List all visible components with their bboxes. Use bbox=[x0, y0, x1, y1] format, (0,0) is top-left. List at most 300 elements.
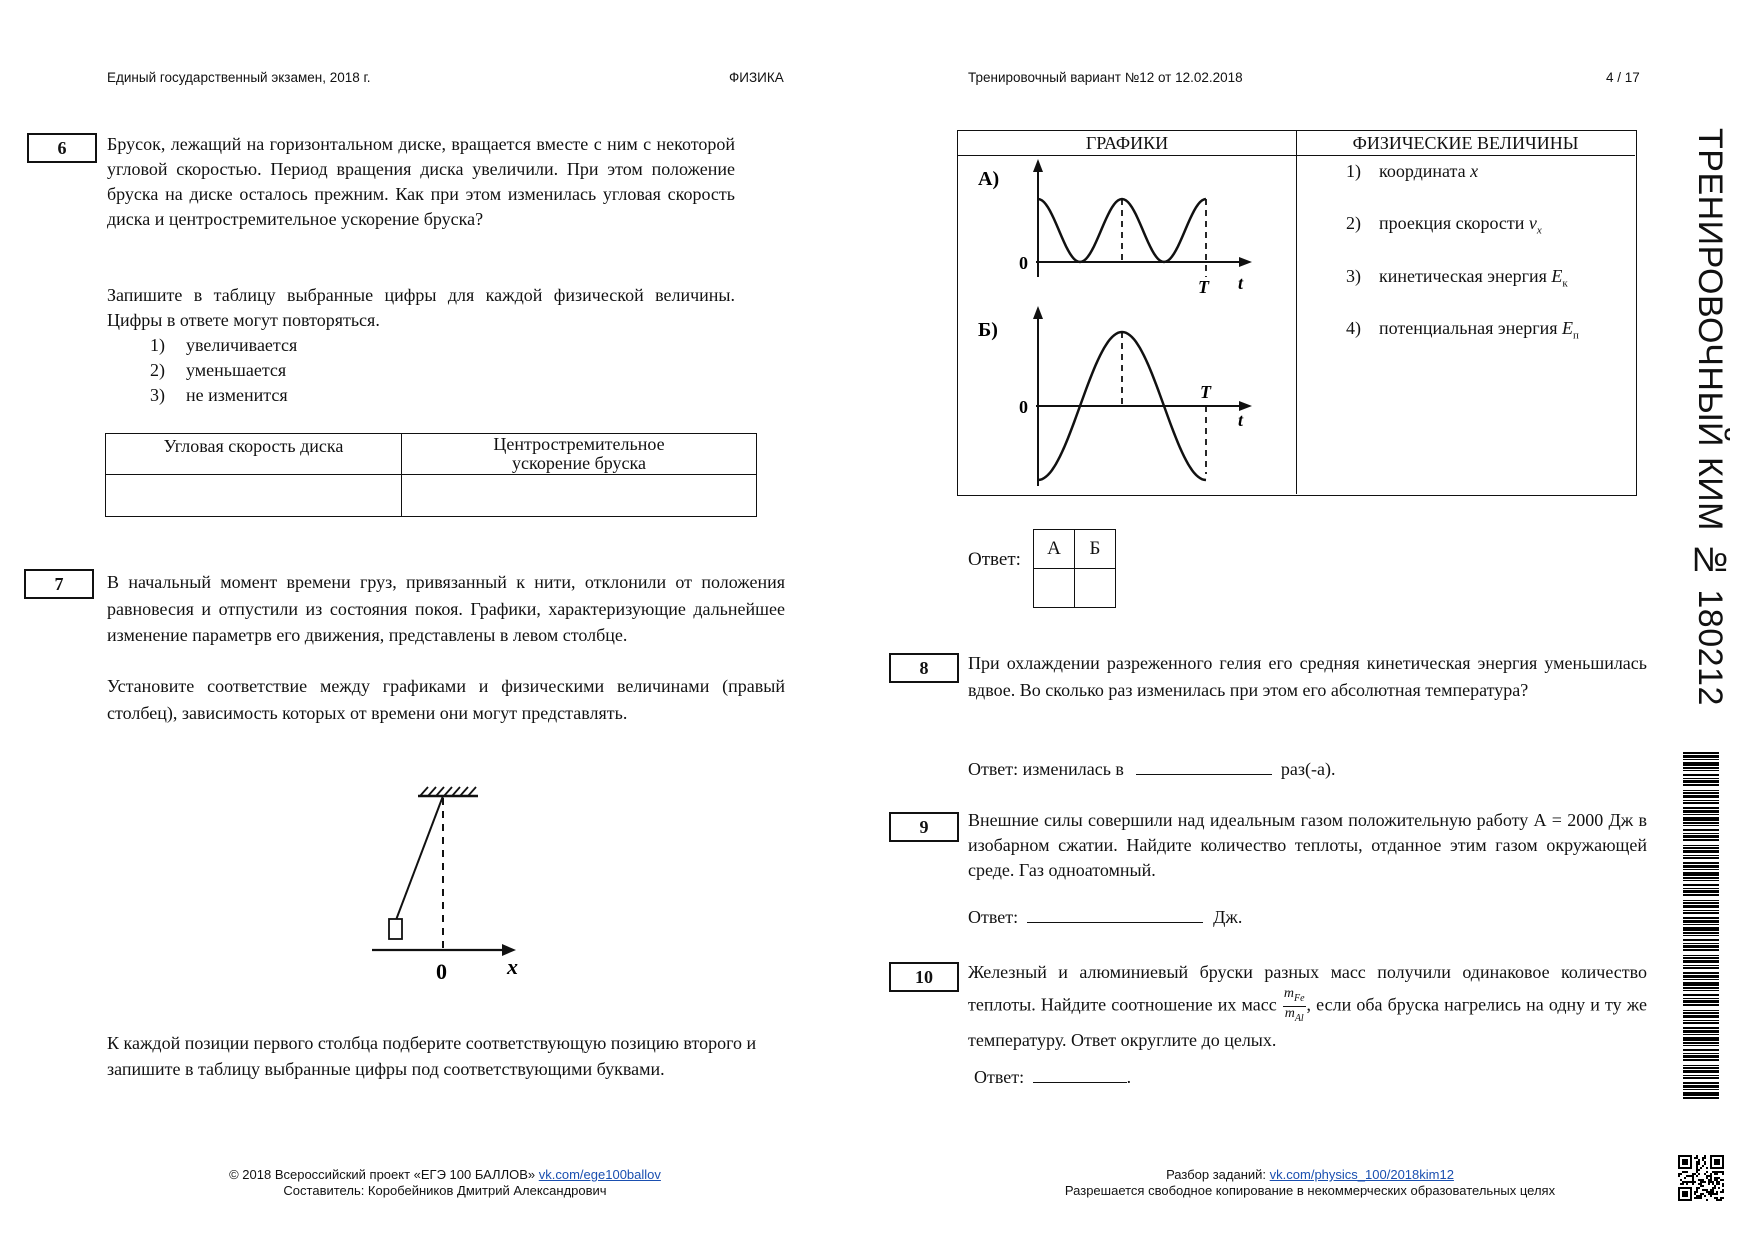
qr-module bbox=[1696, 1191, 1698, 1193]
qr-module bbox=[1706, 1171, 1708, 1173]
qr-module bbox=[1720, 1179, 1722, 1181]
q6-col1-header: Угловая скорость диска bbox=[106, 434, 402, 475]
qr-module bbox=[1696, 1187, 1698, 1189]
qr-module bbox=[1710, 1179, 1712, 1181]
quantity-3-num: 3) bbox=[1346, 266, 1361, 286]
barcode-bar bbox=[1683, 910, 1719, 911]
barcode-bar bbox=[1683, 865, 1719, 868]
qr-module bbox=[1684, 1171, 1686, 1173]
qr-module bbox=[1686, 1181, 1688, 1183]
quantity-2-subscript: x bbox=[1536, 224, 1542, 237]
barcode-bar bbox=[1683, 778, 1719, 779]
qr-module bbox=[1696, 1155, 1698, 1157]
q7-bottom-instruction: К каждой позиции первого столбца подберите соответствующую позицию второго и запишите в таблицу выбранные цифры под соответствующими буквами. bbox=[107, 1033, 757, 1079]
barcode-bar bbox=[1683, 949, 1719, 951]
qr-module bbox=[1706, 1177, 1708, 1179]
quantity-3 bbox=[1346, 266, 1568, 290]
qr-module bbox=[1722, 1171, 1724, 1173]
qr-module bbox=[1718, 1177, 1720, 1179]
qr-module bbox=[1704, 1181, 1706, 1183]
barcode-bar bbox=[1683, 755, 1719, 758]
footer-license: Разрешается свободное копирование в некоммерческих образовательных целях bbox=[1064, 1183, 1556, 1198]
q10-answer bbox=[974, 1065, 1131, 1090]
barcode bbox=[1683, 752, 1719, 1100]
qr-module bbox=[1698, 1173, 1700, 1175]
side-title: ТРЕНИРОВОЧНЫЙ КИМ № 180212 bbox=[1691, 128, 1729, 706]
qr-module bbox=[1678, 1175, 1680, 1177]
barcode-bar bbox=[1683, 780, 1719, 783]
qr-module bbox=[1708, 1193, 1710, 1195]
qr-module bbox=[1722, 1197, 1724, 1199]
q8-number: 8 bbox=[889, 653, 959, 683]
barcode-bar bbox=[1683, 982, 1719, 986]
qr-module bbox=[1680, 1179, 1682, 1181]
q6-answer-cell-2[interactable] bbox=[402, 475, 757, 517]
barcode-bar bbox=[1683, 990, 1719, 991]
barcode-bar bbox=[1683, 790, 1719, 791]
qr-module bbox=[1680, 1173, 1682, 1175]
graph-a-T: T bbox=[1198, 277, 1209, 297]
pendulum-x-label: x bbox=[507, 954, 518, 979]
q6-option-1-num: 1) bbox=[150, 335, 165, 355]
header-page-number: 4 / 17 bbox=[1606, 70, 1640, 85]
qr-module bbox=[1710, 1173, 1712, 1175]
barcode-bar bbox=[1683, 943, 1719, 944]
q6-text: Брусок, лежащий на горизонтальном диске, вращается вместе с ним с некоторой угловой скоростью. Период вращения диска увеличили. При этом положение бруска на диске осталось прежним. Как при этом изменилась угловая скорость диска и центростремительное ускорение бруска? bbox=[107, 134, 735, 229]
barcode-bar bbox=[1683, 987, 1719, 989]
qr-module bbox=[1698, 1197, 1700, 1199]
barcode-bar bbox=[1683, 857, 1719, 859]
qr-module bbox=[1696, 1189, 1698, 1191]
q9-answer bbox=[968, 905, 1242, 930]
q7-number: 7 bbox=[24, 569, 94, 599]
graph-b-T: T bbox=[1200, 382, 1211, 402]
graph-a bbox=[958, 159, 1294, 299]
qr-module bbox=[1690, 1175, 1692, 1177]
header-variant: Тренировочный вариант №12 от 12.02.2018 bbox=[968, 70, 1243, 85]
qr-module bbox=[1682, 1171, 1684, 1173]
barcode-bar bbox=[1683, 994, 1719, 996]
qr-module bbox=[1694, 1191, 1696, 1193]
barcode-bar bbox=[1683, 902, 1719, 904]
barcode-bar bbox=[1683, 1004, 1719, 1006]
qr-module bbox=[1714, 1197, 1716, 1199]
barcode-bar bbox=[1683, 1037, 1719, 1041]
barcode-bar bbox=[1683, 1065, 1719, 1066]
graph-a-t: t bbox=[1238, 273, 1244, 293]
barcode-bar bbox=[1683, 888, 1719, 889]
barcode-bar bbox=[1683, 1012, 1719, 1014]
q7-match-table bbox=[957, 130, 1637, 496]
qr-module bbox=[1688, 1181, 1690, 1183]
qr-module bbox=[1712, 1183, 1714, 1185]
barcode-bar bbox=[1683, 845, 1719, 846]
qr-module bbox=[1710, 1189, 1712, 1191]
qr-module bbox=[1696, 1169, 1698, 1171]
barcode-bar bbox=[1683, 917, 1719, 919]
qr-module bbox=[1706, 1167, 1708, 1169]
qr-module bbox=[1692, 1177, 1694, 1179]
barcode-bar bbox=[1683, 924, 1719, 925]
quantity-2-symbol: v bbox=[1528, 213, 1537, 233]
q10-text bbox=[968, 958, 1647, 1055]
barcode-bar bbox=[1683, 1027, 1719, 1029]
barcode-bar bbox=[1683, 1049, 1719, 1051]
barcode-bar bbox=[1683, 972, 1719, 974]
barcode-bar bbox=[1683, 1022, 1719, 1024]
q10-frac-num-sub: Fe bbox=[1294, 992, 1305, 1004]
qr-module bbox=[1718, 1171, 1720, 1173]
barcode-bar bbox=[1683, 869, 1719, 870]
qr-module bbox=[1718, 1199, 1720, 1201]
barcode-bar bbox=[1683, 835, 1719, 838]
footer-right bbox=[1000, 1167, 1620, 1199]
qr-module bbox=[1692, 1175, 1694, 1177]
header-exam-title: Единый государственный экзамен, 2018 г. bbox=[107, 70, 371, 85]
qr-module bbox=[1720, 1199, 1722, 1201]
quantity-4 bbox=[1346, 318, 1579, 342]
qr-module bbox=[1702, 1189, 1704, 1191]
barcode-bar bbox=[1683, 1092, 1719, 1096]
q6-col2-header-line2: ускорение бруска bbox=[512, 453, 646, 473]
barcode-bar bbox=[1683, 900, 1719, 901]
barcode-bar bbox=[1683, 1067, 1719, 1069]
qr-module bbox=[1690, 1181, 1692, 1183]
q7-answer-table bbox=[1033, 529, 1116, 608]
qr-module bbox=[1714, 1187, 1716, 1189]
q8-text: При охлаждении разреженного гелия его средняя кинетическая энергия уменьшилась вдвое. Во сколько раз изменилась при этом его абсолютная температура? bbox=[968, 653, 1647, 700]
qr-module bbox=[1702, 1181, 1704, 1183]
barcode-bar bbox=[1683, 814, 1719, 815]
q6-answer-table bbox=[105, 433, 757, 517]
barcode-bar bbox=[1683, 932, 1719, 934]
barcode-bar bbox=[1683, 1085, 1719, 1088]
footer-copyright bbox=[150, 1167, 740, 1183]
qr-module bbox=[1696, 1157, 1698, 1159]
qr-module bbox=[1696, 1171, 1698, 1173]
qr-module bbox=[1716, 1193, 1718, 1195]
barcode-bar bbox=[1683, 945, 1719, 948]
qr-module bbox=[1712, 1191, 1714, 1193]
qr-module bbox=[1712, 1193, 1714, 1195]
q10-frac-den: m bbox=[1284, 1005, 1295, 1021]
quantity-1-num: 1) bbox=[1346, 161, 1361, 181]
barcode-bar bbox=[1683, 810, 1719, 813]
barcode-bar bbox=[1683, 957, 1719, 959]
q7-text-1: В начальный момент времени груз, привязанный к нити, отклонили от положения равновесия и отпустили из состояния покоя. Графики, характеризующие дальнейшее изменение параметрв его движения, представлены в левом столбце. bbox=[107, 572, 785, 645]
q8-answer-suffix: раз(-а). bbox=[1280, 759, 1336, 779]
q10-answer-blank[interactable] bbox=[1033, 1067, 1127, 1083]
barcode-bar bbox=[1683, 877, 1719, 879]
barcode-bar bbox=[1683, 939, 1719, 941]
barcode-bar bbox=[1683, 975, 1719, 978]
qr-module bbox=[1702, 1185, 1704, 1187]
qr-module bbox=[1712, 1189, 1714, 1191]
q6-col2-header bbox=[402, 434, 757, 475]
qr-module bbox=[1686, 1183, 1688, 1185]
quantity-3-subscript: к bbox=[1562, 277, 1568, 290]
qr-module bbox=[1680, 1183, 1682, 1185]
qr-module bbox=[1696, 1175, 1698, 1177]
graph-a-label: А) bbox=[978, 168, 1000, 190]
footer-analysis-link[interactable]: vk.com/physics_100/2018kim12 bbox=[1269, 1167, 1454, 1182]
barcode-bar bbox=[1683, 894, 1719, 896]
qr-module bbox=[1702, 1165, 1704, 1167]
barcode-bar bbox=[1683, 862, 1719, 864]
qr-module bbox=[1686, 1171, 1688, 1173]
barcode-bar bbox=[1683, 1070, 1719, 1073]
q8-answer-blank[interactable] bbox=[1136, 759, 1272, 775]
q7-answer-cell-a[interactable] bbox=[1034, 569, 1075, 608]
qr-module bbox=[1704, 1161, 1706, 1163]
qr-module bbox=[1716, 1199, 1718, 1201]
qr-code bbox=[1678, 1155, 1724, 1201]
qr-module bbox=[1714, 1179, 1716, 1181]
qr-module bbox=[1716, 1191, 1718, 1193]
quantity-3-text: кинетическая энергия bbox=[1379, 266, 1547, 286]
qr-module bbox=[1698, 1163, 1700, 1165]
q6-instruction: Запишите в таблицу выбранные цифры для каждой физической величины. Цифры в ответе могут повторяться. bbox=[107, 285, 735, 330]
quantity-4-subscript: п bbox=[1573, 329, 1579, 342]
qr-module bbox=[1718, 1183, 1720, 1185]
q7-col-quantities: ФИЗИЧЕСКИЕ ВЕЛИЧИНЫ bbox=[1352, 133, 1579, 153]
q7-answer-cell-b[interactable] bbox=[1075, 569, 1116, 608]
qr-module bbox=[1720, 1197, 1722, 1199]
qr-module bbox=[1694, 1193, 1696, 1195]
qr-module bbox=[1682, 1159, 1688, 1165]
q7-answer-col-a: А bbox=[1034, 530, 1075, 569]
qr-module bbox=[1708, 1181, 1710, 1183]
q6-number: 6 bbox=[27, 133, 97, 163]
footer-copyright-text: © 2018 Всероссийский проект «ЕГЭ 100 БАЛЛОВ» bbox=[229, 1167, 536, 1182]
barcode-bar bbox=[1683, 833, 1719, 834]
qr-module bbox=[1704, 1195, 1706, 1197]
qr-module bbox=[1696, 1163, 1698, 1165]
footer-project-link[interactable]: vk.com/ege100ballov bbox=[538, 1167, 661, 1182]
qr-module bbox=[1704, 1163, 1706, 1165]
qr-module bbox=[1678, 1173, 1680, 1175]
qr-module bbox=[1708, 1179, 1710, 1181]
q7-text-2: Установите соответствие между графиками и физическими величинами (правый столбец), зависимость которых от времени они могут представлять. bbox=[107, 676, 785, 723]
q9-answer-blank[interactable] bbox=[1027, 907, 1203, 923]
qr-module bbox=[1702, 1157, 1704, 1159]
barcode-bar bbox=[1683, 795, 1719, 798]
q9-answer-suffix: Дж. bbox=[1213, 907, 1243, 927]
q8-answer bbox=[968, 757, 1336, 782]
qr-module bbox=[1692, 1181, 1694, 1183]
barcode-bar bbox=[1683, 774, 1719, 776]
barcode-bar bbox=[1683, 998, 1719, 999]
barcode-bar bbox=[1683, 960, 1719, 963]
qr-module bbox=[1714, 1193, 1716, 1195]
barcode-bar bbox=[1683, 967, 1719, 969]
q6-option-2-num: 2) bbox=[150, 360, 165, 380]
barcode-bar bbox=[1683, 847, 1719, 849]
q8-answer-prefix: Ответ: изменилась в bbox=[968, 759, 1124, 779]
qr-module bbox=[1716, 1197, 1718, 1199]
q6-option-3: не изменится bbox=[186, 385, 288, 405]
qr-module bbox=[1714, 1171, 1716, 1173]
qr-module bbox=[1698, 1179, 1700, 1181]
qr-module bbox=[1722, 1191, 1724, 1193]
qr-module bbox=[1716, 1179, 1718, 1181]
qr-module bbox=[1692, 1173, 1694, 1175]
q6-answer-cell-1[interactable] bbox=[106, 475, 402, 517]
q6-option-2: уменьшается bbox=[186, 360, 287, 380]
qr-module bbox=[1720, 1171, 1722, 1173]
quantity-3-symbol: E bbox=[1551, 266, 1563, 286]
qr-module bbox=[1710, 1195, 1712, 1197]
barcode-bar bbox=[1683, 825, 1719, 826]
qr-module bbox=[1708, 1183, 1710, 1185]
barcode-bar bbox=[1683, 822, 1719, 824]
barcode-bar bbox=[1683, 935, 1719, 936]
quantity-2 bbox=[1346, 213, 1542, 237]
qr-module bbox=[1710, 1177, 1712, 1179]
barcode-bar bbox=[1683, 1053, 1719, 1054]
qr-module bbox=[1716, 1181, 1718, 1183]
q6-option-3-num: 3) bbox=[150, 385, 165, 405]
qr-module bbox=[1686, 1175, 1688, 1177]
barcode-bar bbox=[1683, 905, 1719, 908]
barcode-bar bbox=[1683, 955, 1719, 956]
barcode-bar bbox=[1683, 1042, 1719, 1044]
pendulum-figure bbox=[360, 780, 540, 990]
graph-b bbox=[958, 306, 1294, 494]
qr-module bbox=[1696, 1197, 1698, 1199]
qr-module bbox=[1684, 1181, 1686, 1183]
qr-module bbox=[1696, 1167, 1698, 1169]
barcode-bar bbox=[1683, 880, 1719, 881]
footer-analysis bbox=[1000, 1167, 1620, 1183]
graph-b-t: t bbox=[1238, 410, 1244, 430]
barcode-bar bbox=[1683, 1000, 1719, 1003]
graph-b-zero: 0 bbox=[1019, 397, 1028, 417]
qr-module bbox=[1710, 1193, 1712, 1195]
qr-module bbox=[1702, 1159, 1704, 1161]
qr-module bbox=[1722, 1183, 1724, 1185]
quantity-4-symbol: E bbox=[1562, 318, 1574, 338]
qr-module bbox=[1722, 1179, 1724, 1181]
barcode-bar bbox=[1683, 784, 1719, 786]
qr-module bbox=[1712, 1187, 1714, 1189]
qr-module bbox=[1688, 1175, 1690, 1177]
qr-module bbox=[1706, 1191, 1708, 1193]
qr-module bbox=[1700, 1179, 1702, 1181]
barcode-bar bbox=[1683, 762, 1719, 766]
qr-module bbox=[1716, 1183, 1718, 1185]
qr-module bbox=[1684, 1177, 1686, 1179]
qr-module bbox=[1702, 1193, 1704, 1195]
q10-frac-den-sub: Al bbox=[1294, 1012, 1304, 1024]
barcode-bar bbox=[1683, 1010, 1719, 1011]
barcode-bar bbox=[1683, 965, 1719, 966]
q7-answer-label: Ответ: bbox=[968, 549, 1021, 570]
qr-module bbox=[1698, 1195, 1700, 1197]
q10-number: 10 bbox=[889, 962, 959, 992]
qr-module bbox=[1722, 1173, 1724, 1175]
barcode-bar bbox=[1683, 1059, 1719, 1061]
qr-module bbox=[1714, 1159, 1720, 1165]
qr-module bbox=[1694, 1181, 1696, 1183]
qr-module bbox=[1706, 1189, 1708, 1191]
qr-module bbox=[1708, 1175, 1710, 1177]
qr-module bbox=[1696, 1165, 1698, 1167]
qr-module bbox=[1718, 1181, 1720, 1183]
barcode-bar bbox=[1683, 884, 1719, 886]
qr-module bbox=[1714, 1185, 1716, 1187]
barcode-bar bbox=[1683, 1045, 1719, 1046]
qr-module bbox=[1682, 1181, 1684, 1183]
q10-mass-ratio bbox=[1283, 987, 1306, 1026]
header-subject: ФИЗИКА bbox=[729, 70, 784, 85]
barcode-bar bbox=[1683, 759, 1719, 760]
qr-module bbox=[1700, 1185, 1702, 1187]
barcode-bar bbox=[1683, 770, 1719, 771]
qr-module bbox=[1716, 1173, 1718, 1175]
qr-module bbox=[1710, 1175, 1712, 1177]
qr-module bbox=[1704, 1155, 1706, 1157]
barcode-bar bbox=[1683, 1089, 1719, 1090]
footer-author: Составитель: Коробейников Дмитрий Александрович bbox=[283, 1183, 607, 1198]
barcode-bar bbox=[1683, 979, 1719, 980]
qr-module bbox=[1694, 1197, 1696, 1199]
qr-module bbox=[1704, 1157, 1706, 1159]
barcode-bar bbox=[1683, 1075, 1719, 1076]
q9-answer-prefix: Ответ: bbox=[968, 907, 1019, 927]
graph-a-zero: 0 bbox=[1019, 253, 1028, 273]
qr-module bbox=[1694, 1157, 1696, 1159]
qr-module bbox=[1714, 1173, 1716, 1175]
barcode-bar bbox=[1683, 752, 1719, 754]
q10-frac-num: m bbox=[1283, 986, 1294, 1001]
q10-answer-prefix: Ответ: bbox=[974, 1067, 1025, 1087]
qr-module bbox=[1700, 1181, 1702, 1183]
footer-analysis-label: Разбор заданий: bbox=[1166, 1167, 1267, 1182]
barcode-bar bbox=[1683, 920, 1719, 923]
quantity-4-text: потенциальная энергия bbox=[1379, 318, 1558, 338]
qr-module bbox=[1696, 1195, 1698, 1197]
qr-module bbox=[1708, 1191, 1710, 1193]
qr-module bbox=[1710, 1181, 1712, 1183]
quantity-4-num: 4) bbox=[1346, 318, 1361, 338]
quantity-1-text: координата bbox=[1379, 161, 1466, 181]
qr-module bbox=[1696, 1161, 1698, 1163]
barcode-bar bbox=[1683, 800, 1719, 801]
qr-module bbox=[1698, 1169, 1700, 1171]
barcode-bar bbox=[1683, 1030, 1719, 1033]
qr-module bbox=[1702, 1179, 1704, 1181]
qr-module bbox=[1712, 1181, 1714, 1183]
q9-text: Внешние силы совершили над идеальным газом положительную работу А = 2000 Дж в изобарном сжатии. Найдите количество теплоты, отданное этим газом окружающей среде. Газ одноатомный. bbox=[968, 810, 1647, 880]
barcode-bar bbox=[1683, 872, 1719, 876]
barcode-bar bbox=[1683, 1034, 1719, 1035]
qr-module bbox=[1698, 1187, 1700, 1189]
barcode-bar bbox=[1683, 1077, 1719, 1079]
barcode-bar bbox=[1683, 1082, 1719, 1084]
q7-answer-col-b: Б bbox=[1075, 530, 1116, 569]
qr-module bbox=[1716, 1177, 1718, 1179]
q10-answer-suffix: . bbox=[1126, 1067, 1132, 1087]
barcode-bar bbox=[1683, 829, 1719, 831]
qr-module bbox=[1698, 1161, 1700, 1163]
qr-module bbox=[1714, 1177, 1716, 1179]
qr-module bbox=[1700, 1195, 1702, 1197]
footer-left bbox=[150, 1167, 740, 1199]
barcode-bar bbox=[1683, 912, 1719, 914]
q6-option-1: увеличивается bbox=[186, 335, 298, 355]
barcode-bar bbox=[1683, 1055, 1719, 1058]
